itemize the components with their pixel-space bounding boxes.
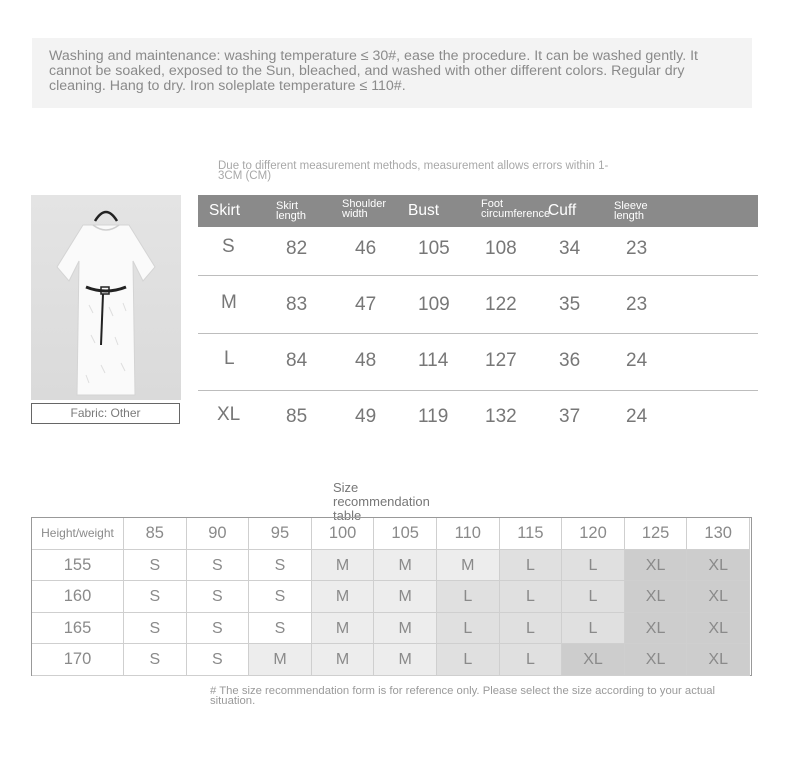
recommended-size: S [187,613,250,645]
weight-header: 115 [500,518,563,550]
recommended-size: S [187,581,250,613]
foot-circumference-value: 127 [485,350,517,371]
skirt-length-value: 85 [286,406,308,427]
recommended-size: S [124,550,187,582]
recommendation-title: Size recommendation table [333,480,430,523]
recommended-size: S [124,613,187,645]
recommended-size: XL [625,644,688,676]
sleeve-length-value: 24 [626,350,648,371]
height-weight-corner: Height/weight [32,518,124,550]
shoulder-width-value: 47 [355,294,377,315]
recommended-size: S [249,581,312,613]
header-foot-circumference: Foot circumference [481,198,551,220]
shoulder-width-value: 46 [355,238,377,259]
size-label: L [224,348,235,369]
header-skirt-length: Skirt length [276,200,306,222]
height-label: 160 [32,581,124,613]
height-label: 155 [32,550,124,582]
bust-value: 119 [418,406,449,427]
recommended-size: M [312,581,375,613]
size-table-header [198,195,758,227]
recommended-size: L [562,581,625,613]
shoulder-width-value: 48 [355,350,377,371]
recommended-size: M [374,550,437,582]
weight-header: 110 [437,518,500,550]
header-shoulder-width: Shoulder width [342,198,387,220]
recommended-size: S [249,550,312,582]
recommended-size: XL [687,644,750,676]
sleeve-length-value: 23 [626,238,648,259]
row-divider [198,275,758,276]
recommended-size: M [312,644,375,676]
weight-header: 85 [124,518,187,550]
bust-value: 109 [418,294,450,315]
size-label: M [221,292,237,313]
sleeve-length-value: 23 [626,294,648,315]
bust-value: 105 [418,238,450,259]
weight-header: 105 [374,518,437,550]
cuff-value: 35 [559,294,581,315]
foot-circumference-value: 122 [485,294,517,315]
foot-circumference-value: 108 [485,238,517,259]
dress-photo [31,195,181,400]
recommended-size: XL [687,613,750,645]
recommended-size: S [249,613,312,645]
recommended-size: M [437,550,500,582]
recommended-size: XL [687,581,750,613]
cuff-value: 37 [559,406,581,427]
height-label: 170 [32,644,124,676]
header-bust: Bust [408,202,440,219]
row-divider [198,390,758,391]
dress-illustration [31,195,181,400]
weight-header: 95 [249,518,312,550]
recommended-size: XL [625,581,688,613]
header-cuff: Cuff [548,202,577,219]
header-sleeve-length: Sleeve length [614,200,648,222]
height-label: 165 [32,613,124,645]
cuff-value: 36 [559,350,581,371]
care-instructions-box [32,38,752,108]
recommended-size: L [500,613,563,645]
recommended-size: L [437,581,500,613]
weight-header: 120 [562,518,625,550]
skirt-length-value: 82 [286,238,308,259]
cuff-value: 34 [559,238,581,259]
recommended-size: M [374,613,437,645]
weight-header: 100 [312,518,375,550]
skirt-length-value: 84 [286,350,308,371]
recommended-size: L [562,550,625,582]
recommended-size: L [500,550,563,582]
recommended-size: M [249,644,312,676]
recommended-size: L [500,644,563,676]
recommended-size: XL [562,644,625,676]
size-recommendation-table [31,517,752,676]
recommended-size: M [374,644,437,676]
recommended-size: S [124,581,187,613]
recommended-size: L [562,613,625,645]
size-label: S [222,236,235,257]
recommended-size: L [437,613,500,645]
row-divider [198,333,758,334]
recommended-size: M [312,613,375,645]
bust-value: 114 [418,350,449,371]
weight-header: 125 [625,518,688,550]
weight-header: 90 [187,518,250,550]
foot-circumference-value: 132 [485,406,517,427]
measurement-note: Due to different measurement methods, measurement allows errors within 1-3CM (CM) [218,160,609,182]
fabric-label: Fabric: Other [31,403,180,424]
shoulder-width-value: 49 [355,406,377,427]
recommended-size: S [187,644,250,676]
sleeve-length-value: 24 [626,406,648,427]
weight-header: 130 [687,518,750,550]
care-instructions-text: Washing and maintenance: washing temperature ≤ 30#, ease the procedure. It can be washed gently. It cannot be soaked, exposed to the Sun, bleached, and washed with other different colors. Regular dry cleaning. Hang to dry. Iron soleplate temperature ≤ 110#. [49,48,698,94]
recommended-size: S [124,644,187,676]
footer-note: # The size recommendation form is for reference only. Please select the size according to your actual situation. [210,685,716,707]
recommended-size: L [500,581,563,613]
skirt-length-value: 83 [286,294,308,315]
size-label: XL [217,404,241,425]
recommended-size: XL [625,550,688,582]
recommended-size: L [437,644,500,676]
recommended-size: XL [625,613,688,645]
header-skirt: Skirt [209,202,240,219]
recommended-size: M [312,550,375,582]
recommended-size: S [187,550,250,582]
recommended-size: XL [687,550,750,582]
recommended-size: M [374,581,437,613]
